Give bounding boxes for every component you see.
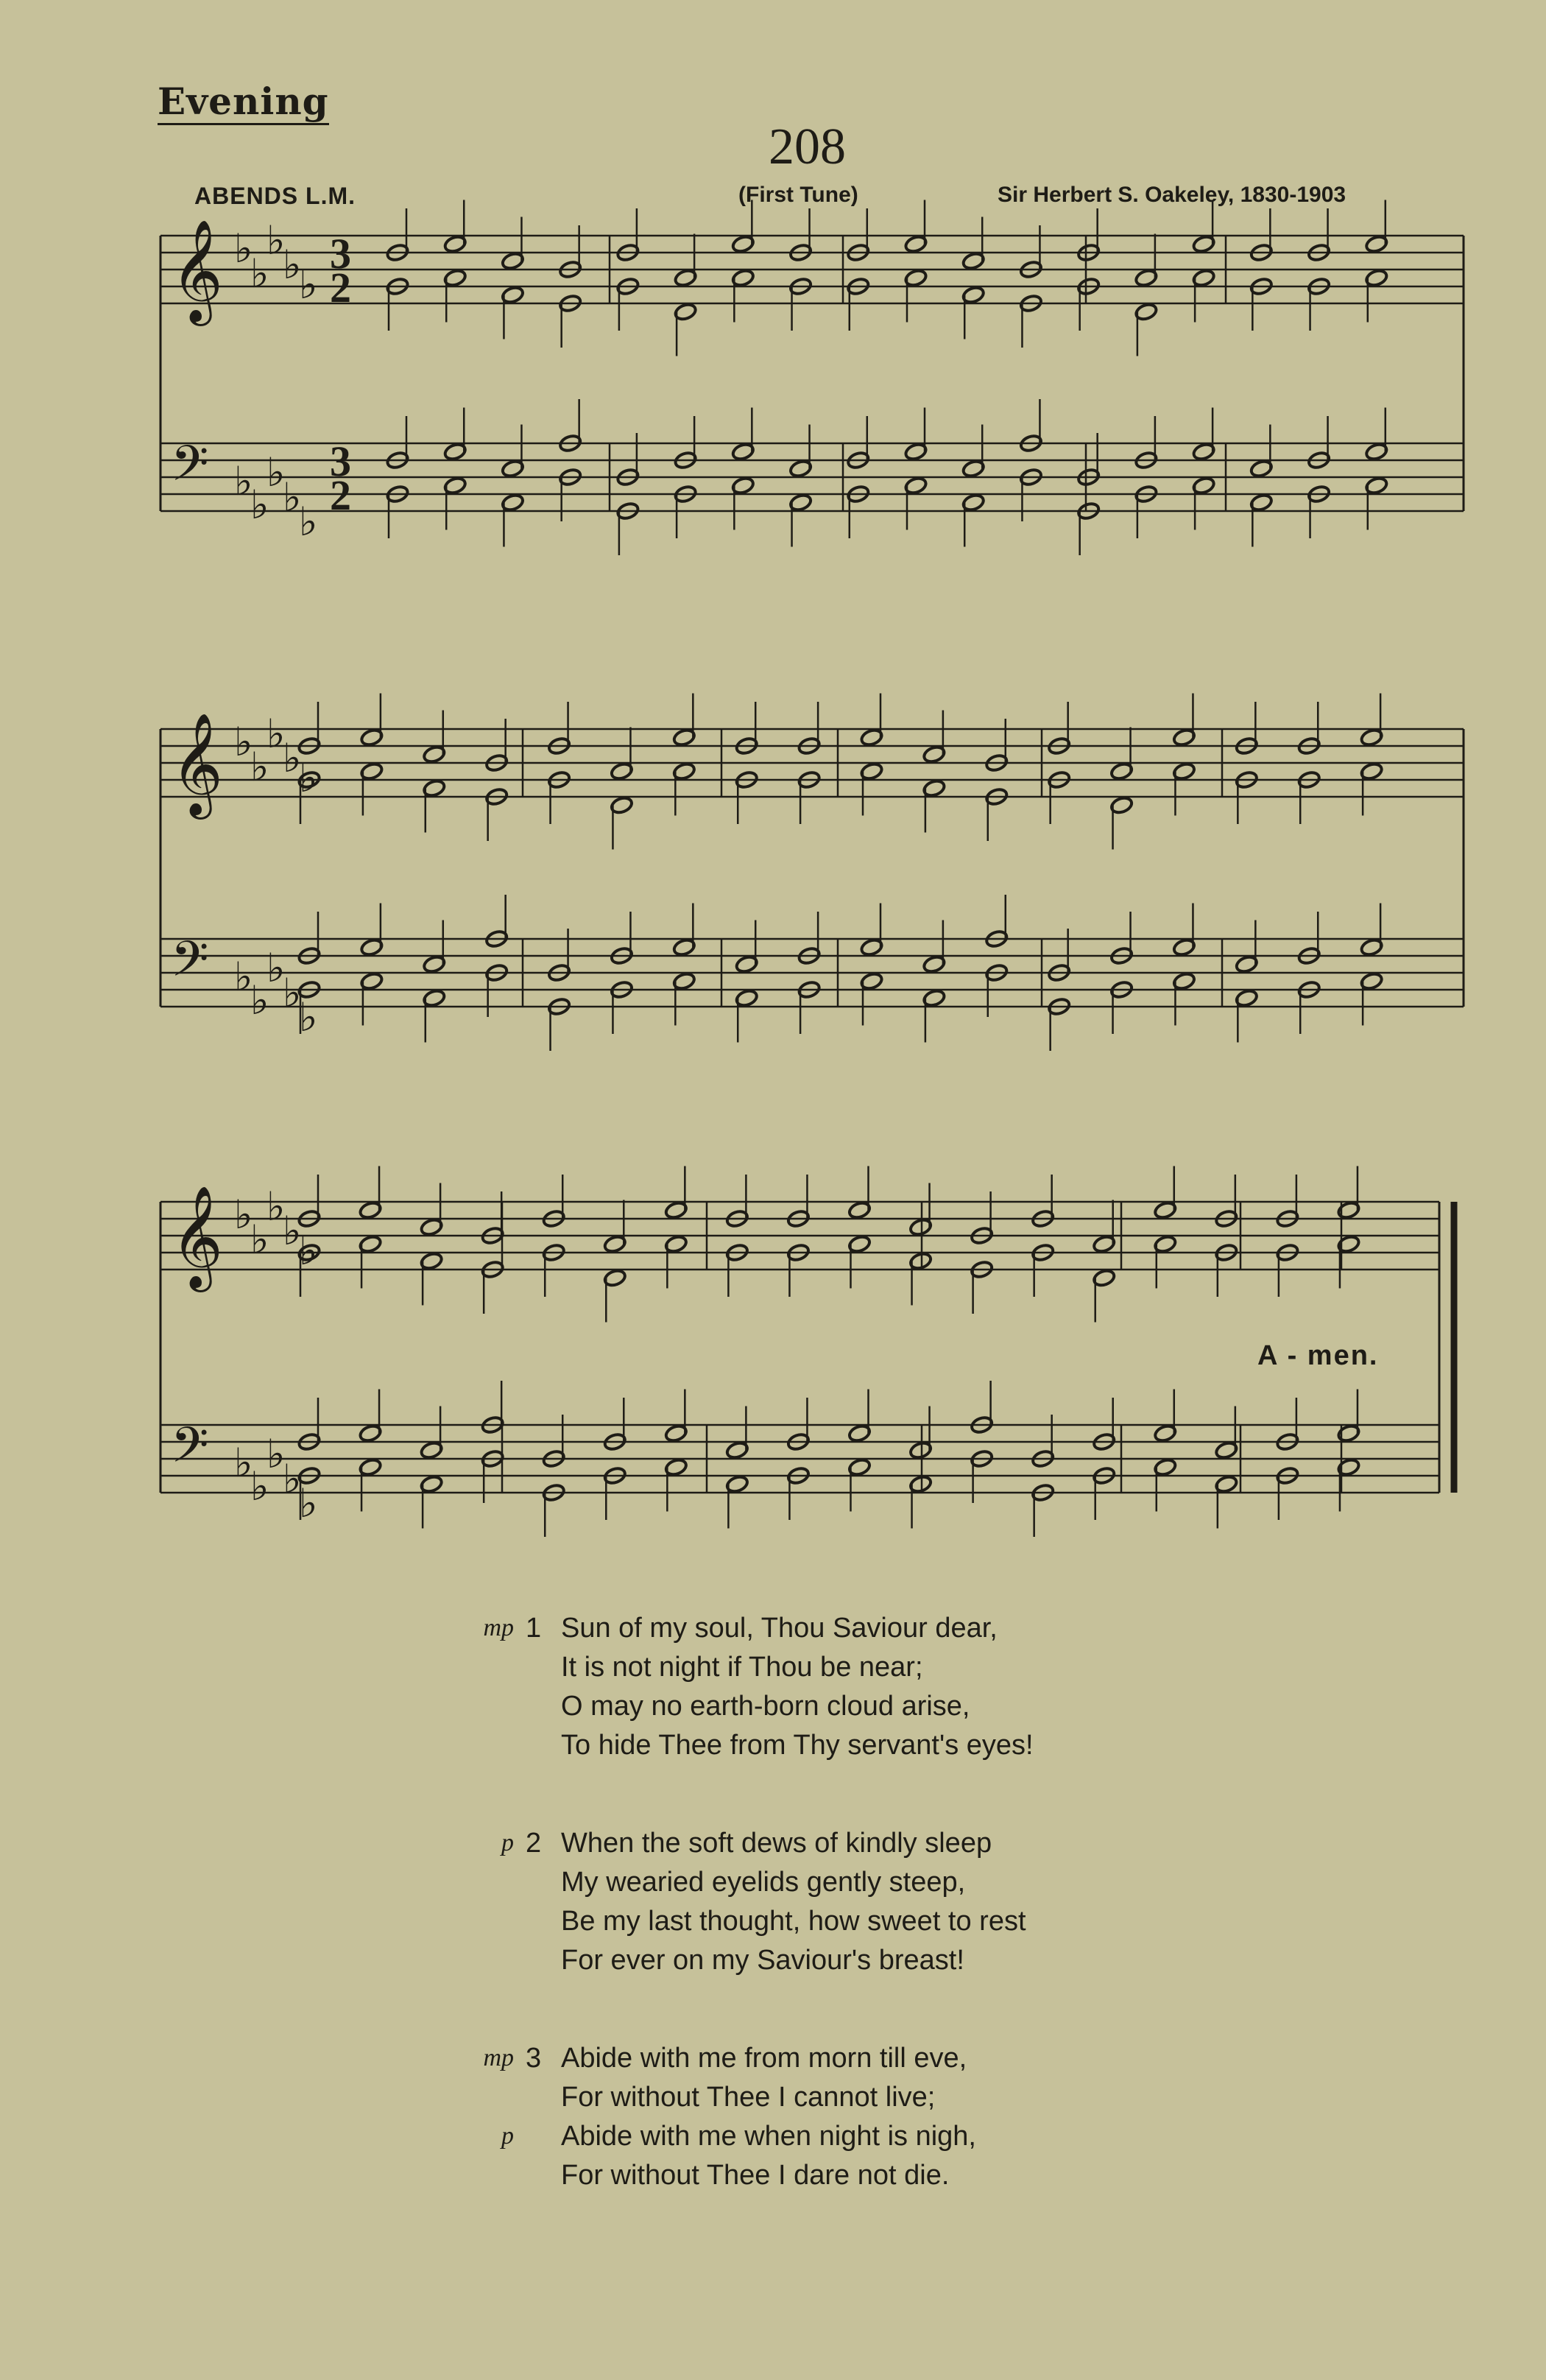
verse-line: Abide with me when night is nigh, bbox=[561, 2121, 976, 2152]
tune-name: ABENDS L.M. bbox=[194, 183, 356, 209]
verse-line: For without Thee I cannot live; bbox=[561, 2082, 936, 2113]
flat-icon: ♭ bbox=[267, 217, 286, 264]
section-title: Evening bbox=[158, 81, 329, 125]
verse-dynamic: mp bbox=[483, 1614, 514, 1641]
flat-icon: ♭ bbox=[283, 735, 302, 781]
amen-lyric: A - men. bbox=[1257, 1340, 1379, 1371]
time-signature: 2 bbox=[330, 264, 351, 311]
flat-icon: ♭ bbox=[250, 977, 269, 1024]
composer: Sir Herbert S. Oakeley, 1830-1903 bbox=[998, 183, 1346, 207]
flat-icon: ♭ bbox=[299, 994, 318, 1041]
flat-icon: ♭ bbox=[283, 242, 302, 288]
treble-clef-icon: 𝄞 bbox=[171, 219, 223, 322]
verse-line: It is not night if Thou be near; bbox=[561, 1652, 923, 1683]
hymn-number: 208 bbox=[769, 119, 846, 175]
flat-icon: ♭ bbox=[250, 744, 269, 790]
line-dynamic: p bbox=[501, 2122, 514, 2150]
flat-icon: ♭ bbox=[299, 499, 318, 545]
bass-clef-icon: 𝄢 bbox=[171, 931, 209, 999]
flat-icon: ♭ bbox=[299, 1228, 318, 1274]
flat-icon: ♭ bbox=[234, 954, 253, 1000]
verse-number: 2 bbox=[526, 1828, 542, 1859]
verse-line: For ever on my Saviour's breast! bbox=[561, 1945, 964, 1976]
flat-icon: ♭ bbox=[267, 1183, 286, 1230]
verse-dynamic: mp bbox=[483, 2044, 514, 2071]
staff-systems bbox=[160, 217, 1464, 1527]
flat-icon: ♭ bbox=[250, 1463, 269, 1510]
flat-icon: ♭ bbox=[267, 1431, 286, 1477]
flat-icon: ♭ bbox=[234, 225, 253, 272]
verse-line: For without Thee I dare not die. bbox=[561, 2160, 950, 2191]
treble-clef-icon: 𝄞 bbox=[171, 713, 223, 815]
bass-clef-icon: 𝄢 bbox=[171, 1417, 209, 1485]
tune-label: (First Tune) bbox=[738, 183, 858, 207]
flat-icon: ♭ bbox=[299, 755, 318, 801]
flat-icon: ♭ bbox=[234, 719, 253, 765]
flat-icon: ♭ bbox=[267, 945, 286, 991]
verse-line: To hide Thee from Thy servant's eyes! bbox=[561, 1730, 1034, 1761]
flat-icon: ♭ bbox=[267, 449, 286, 496]
verse-line: When the soft dews of kindly sleep bbox=[561, 1828, 992, 1859]
verse-line: Be my last thought, how sweet to rest bbox=[561, 1906, 1026, 1937]
flat-icon: ♭ bbox=[283, 1208, 302, 1254]
flat-icon: ♭ bbox=[267, 711, 286, 757]
time-signature: 3 bbox=[330, 437, 351, 485]
flat-icon: ♭ bbox=[283, 1456, 302, 1502]
verse-line: My wearied eyelids gently steep, bbox=[561, 1867, 966, 1898]
flat-icon: ♭ bbox=[234, 1440, 253, 1486]
verse-line: Abide with me from morn till eve, bbox=[561, 2043, 967, 2074]
flat-icon: ♭ bbox=[250, 1217, 269, 1263]
verse-number: 1 bbox=[526, 1613, 542, 1644]
flat-icon: ♭ bbox=[283, 474, 302, 521]
verse-line: Sun of my soul, Thou Saviour dear, bbox=[561, 1613, 998, 1644]
verse-line: O may no earth-born cloud arise, bbox=[561, 1691, 970, 1722]
flat-icon: ♭ bbox=[283, 970, 302, 1016]
flat-icon: ♭ bbox=[250, 482, 269, 528]
flat-icon: ♭ bbox=[250, 250, 269, 297]
flat-icon: ♭ bbox=[234, 458, 253, 504]
bass-clef-icon: 𝄢 bbox=[171, 435, 209, 504]
flat-icon: ♭ bbox=[234, 1191, 253, 1238]
verse-number: 3 bbox=[526, 2043, 542, 2074]
treble-clef-icon: 𝄞 bbox=[171, 1186, 223, 1288]
flat-icon: ♭ bbox=[299, 261, 318, 308]
time-signature: 3 bbox=[330, 230, 351, 278]
note-heads bbox=[297, 200, 1388, 1538]
verse-dynamic: p bbox=[501, 1829, 514, 1856]
time-signature: 2 bbox=[330, 471, 351, 519]
flat-icon: ♭ bbox=[299, 1480, 318, 1527]
